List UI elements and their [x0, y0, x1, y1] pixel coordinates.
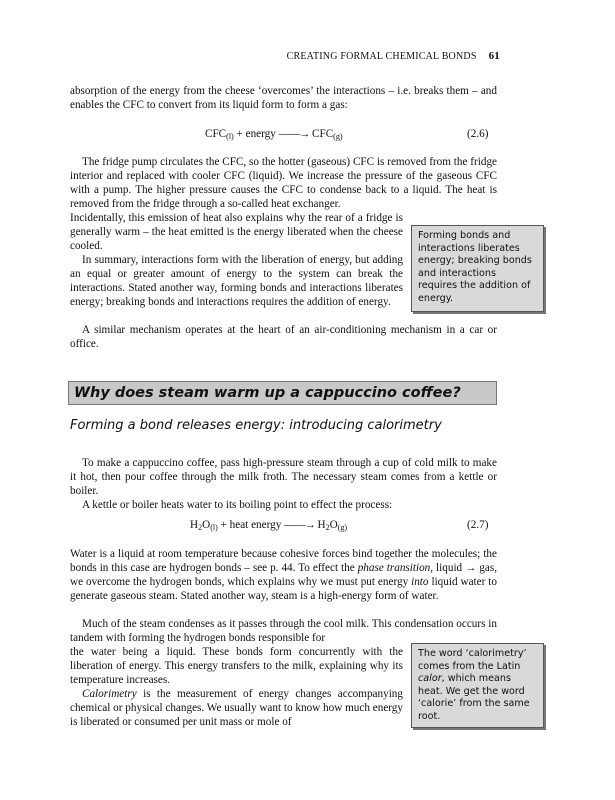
paragraph-8: Much of the steam condenses as it passes through the cool milk. This condensation occurs in tandem with forming the hydrogen bonds responsible for — [70, 618, 497, 644]
equation-number-2-7: (2.7) — [467, 519, 489, 531]
paragraph-2: The fridge pump circulates the CFC, so the hotter (gaseous) CFC is removed from the fridge interior and replaced with cooler CFC (liquid). We increase the pressure of the gaseous CFC with a pump. The higher pressure causes the CFC to condense back to a liquid. The heat is removed from the fridge through a so-called heat exchanger. — [70, 156, 497, 210]
subsection-heading: Forming a bond releases energy: introducing calorimetry — [70, 418, 442, 433]
section-heading: Why does steam warm up a cappuccino coffee? — [68, 381, 497, 405]
page-number: 61 — [488, 50, 500, 62]
paragraph-5: To make a cappuccino coffee, pass high-pressure steam through a cup of cold milk to make it hot, then pour coffee through the milk froth. The necessary steam comes from a kettle or boiler. — [70, 457, 497, 497]
paragraph-3: In summary, interactions form with the liberation of energy, but adding an equal or greater amount of energy to the system can break the interactions. Stated another way, forming bonds and interactions liberates energy; breaking bonds and interactions requires the addition of energy. — [70, 254, 403, 308]
paragraph-4: A similar mechanism operates at the heart of an air-conditioning mechanism in a car or office. — [70, 324, 497, 350]
equation-2-7: $H_2O_{(l)}$ + heat energy ——→ $H_2O_{(g)}$ — [190, 519, 347, 532]
paragraph-1: absorption of the energy from the cheese ‘overcomes’ the interactions – i.e. breaks them – and enables the CFC to convert from its liquid form to form a gas: — [70, 85, 497, 111]
margin-note-bonds: Forming bonds and interactions liberates energy; breaking bonds and interactions requires the addition of energy. — [411, 225, 544, 312]
margin-note-calorimetry: The word ‘calorimetry’ comes from the Latin calor, which means heat. We get the word ‘calorie’ from the same root. — [411, 643, 544, 728]
equation-2-6: $CFC_{(l)}$ + energy ——→ $CFC_{(g)}$ — [205, 128, 343, 141]
paragraph-7: Water is a liquid at room temperature because cohesive forces bind together the molecules; the bonds in this case are hydrogen bonds – see p. 44. To effect the phase transition, liquid → gas, we overcome the hydrogen bonds, which explains why we must put energy into liquid water to generate gaseous steam. Stated another way, steam is a high-energy form of water. — [70, 548, 497, 602]
paragraph-9: Calorimetry is the measurement of energy changes accompanying chemical or physical changes. We usually want to know how much energy is liberated or consumed per unit mass or mole of — [70, 688, 403, 728]
paragraph-8-continued: the water being a liquid. These bonds form concurrently with the liberation of energy. This energy transfers to the milk, explaining why its temperature increases. — [70, 646, 403, 686]
paragraph-2-continued: Incidentally, this emission of heat also explains why the rear of a fridge is generally warm – the heat emitted is the energy liberated when the cheese cooled. — [70, 212, 403, 252]
paragraph-6: A kettle or boiler heats water to its boiling point to effect the process: — [82, 499, 393, 511]
header-title: CREATING FORMAL CHEMICAL BONDS — [286, 51, 477, 62]
running-header — [70, 50, 500, 62]
equation-number-2-6: (2.6) — [467, 128, 489, 140]
